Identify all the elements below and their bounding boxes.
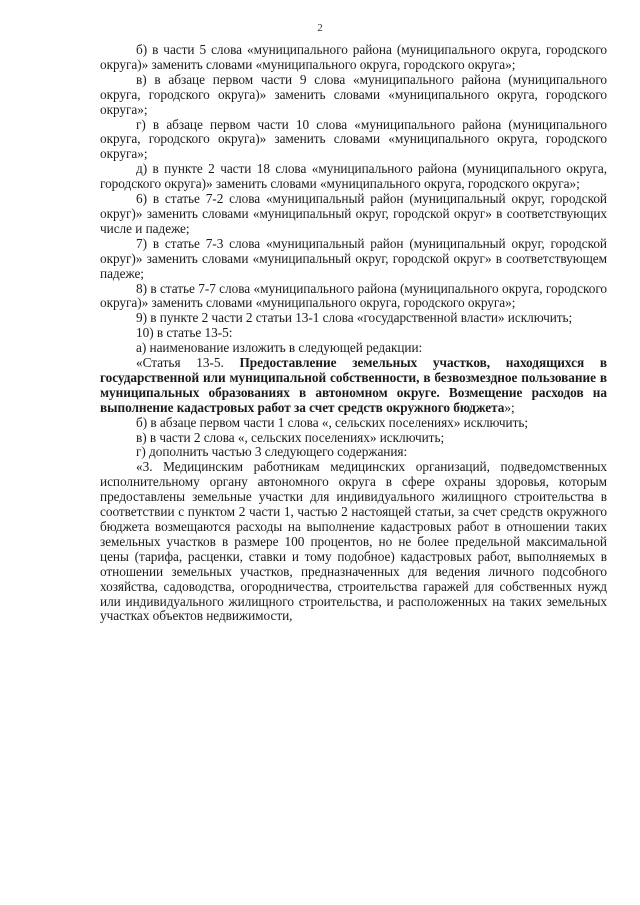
paragraph: б) в части 5 слова «муниципального района (муниципального округа, городского округа)» заменить словами «муниципального округа, городского округа»; [100,42,607,72]
article-heading-paragraph [100,356,607,416]
paragraph: д) в пункте 2 части 18 слова «муниципального района (муниципального округа, городского округа)» заменить словами «муниципального округа, городского округа»; [100,161,607,192]
document-body [100,43,607,624]
article-heading-prefix: «Статья 13-5. [136,355,240,371]
page-number: 2 [317,22,323,34]
paragraph: 6) в статье 7-2 слова «муниципальный район (муниципальный округ, городской округ)» заменить словами «муниципальный округ, городской округ» в соответствующих числе и падеже; [100,191,607,236]
paragraph: г) в абзаце первом части 10 слова «муниципального района (муниципального округа, городского округа)» заменить словами «муниципального округа, городского округа»; [100,116,607,162]
paragraph: 7) в статье 7-3 слова «муниципальный район (муниципальный округ, городской округ)» заменить словами «муниципальный округ, городской округ» в соответствующем падеже; [100,235,607,281]
paragraph: в) в абзаце первом части 9 слова «муниципального района (муниципального округа, городского округа)» заменить словами «муниципального округа, городского округа»; [100,71,607,117]
paragraph: 9) в пункте 2 части 2 статьи 13-1 слова «государственной власти» исключить; [136,310,573,326]
article-heading-suffix: »; [504,399,515,415]
paragraph: г) дополнить частью 3 следующего содержания: [136,444,408,460]
paragraph: 10) в статье 13-5: [136,325,233,341]
paragraph: 8) в статье 7-7 слова «муниципального района (муниципального округа, городского округа)» заменить словами «муниципального округа, городского округа»; [100,280,607,311]
paragraph: «3. Медицинским работникам медицинских организаций, подведомственных исполнительному органу автономного округа в сфере охраны здоровья, которым предоставлены земельные участки для индивидуального жилищного строительства в соответствии с пунктом 2 части 1, частью 2 настоящей статьи, за счет средств окружного бюджета возмещаются расходы на выполнение кадастровых работ в отношении таких земельных участков в размере 100 процентов, но не более предельной максимальной цены (тарифа, расценки, ставки и тому подобное) кадастровых работ, выполняемых в отношении земельных участков, предназначенных для ведения личного подсобного хозяйства, садоводства, огородничества, строительства гаражей для собственных нужд или индивидуального жилищного строительства, и расположенных на таких земельных участках объектов недвижимости, [100,459,607,624]
paragraph: б) в абзаце первом части 1 слова «, сельских поселениях» исключить; [136,414,529,430]
article-heading-title: Предоставление земельных участков, находящихся в государственной или муниципальной собственности, в безвозмездное пользование в муниципальных образованиях в автономном округе. Возмещение расходов на выполнение кадастровых работ за счет средств окружного бюджета [100,355,607,415]
paragraph: в) в части 2 слова «, сельских поселениях» исключить; [136,429,445,445]
paragraph: а) наименование изложить в следующей редакции: [136,340,423,356]
